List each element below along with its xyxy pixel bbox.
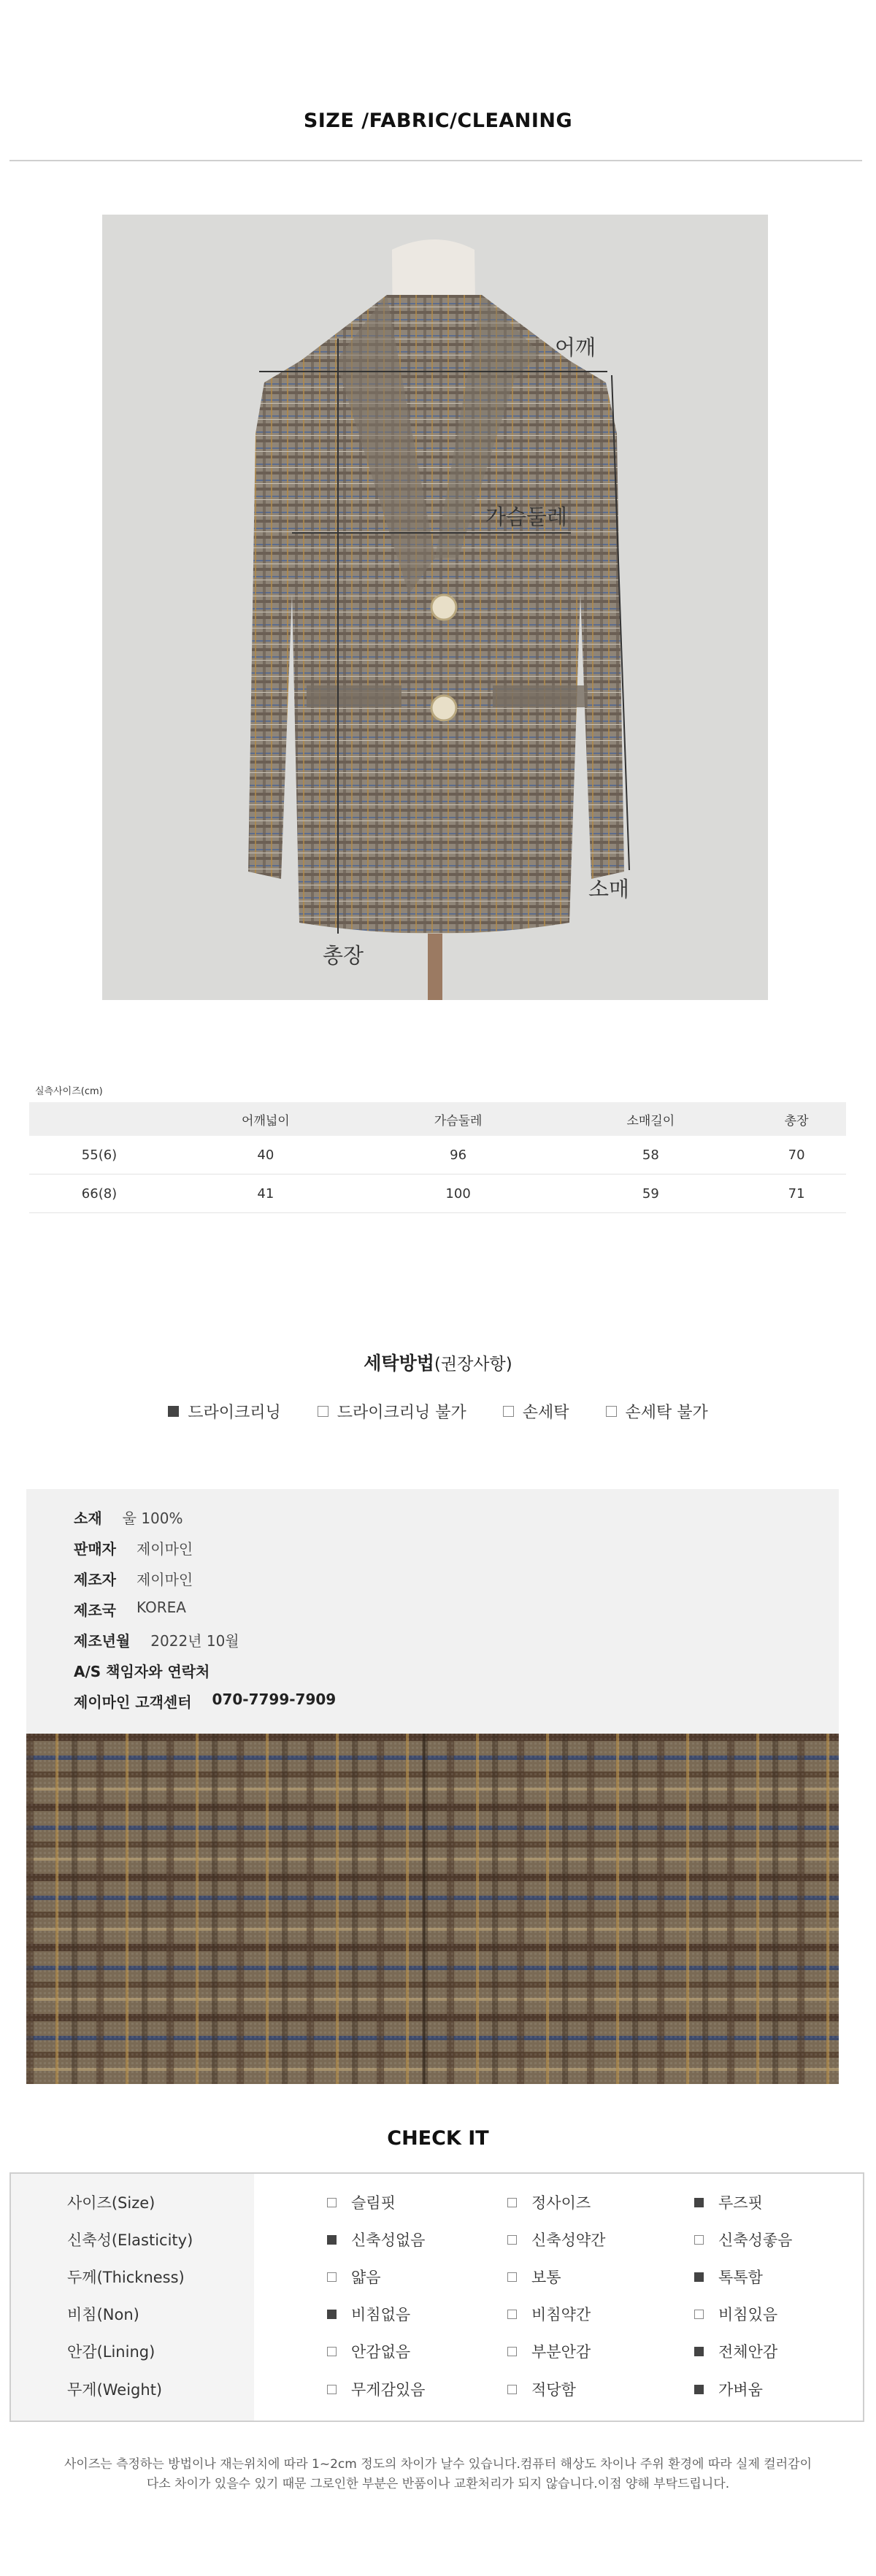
check-row-label: 신축성(Elasticity)	[67, 2231, 193, 2249]
checkbox-empty	[694, 2310, 704, 2319]
info-value: 2022년 10월	[150, 1632, 239, 1650]
check-option	[694, 2191, 763, 2213]
jacket-photo	[102, 215, 768, 1000]
shoulder-label: 어깨	[555, 335, 596, 360]
check-option	[507, 2378, 576, 2400]
fabric-closeup	[26, 1734, 839, 2084]
check-row-size	[11, 2181, 863, 2218]
table-cell: 100	[362, 1174, 555, 1213]
washing-option-hand-wash	[503, 1400, 569, 1423]
check-title: CHECK IT	[387, 2127, 489, 2150]
check-option-label: 신축성좋음	[718, 2231, 793, 2249]
info-key: 제조자	[74, 1571, 116, 1588]
check-option-label: 루즈핏	[718, 2194, 763, 2212]
table-header-row	[29, 1102, 846, 1136]
checkbox-empty	[507, 2198, 517, 2207]
washing-title	[0, 1349, 876, 1375]
checkbox-empty	[694, 2235, 704, 2245]
checkbox-checked	[327, 2235, 337, 2245]
table-cell: 66(8)	[29, 1174, 169, 1213]
check-option	[327, 2229, 425, 2250]
check-option	[507, 2303, 591, 2325]
table-cell: 58	[554, 1136, 747, 1174]
size-table-caption: 실측사이즈(cm)	[35, 1086, 103, 1097]
checkbox-empty	[327, 2347, 337, 2356]
washing-subtitle: (권장사항)	[434, 1355, 512, 1374]
check-row-label: 사이즈(Size)	[67, 2194, 155, 2212]
checkbox-checked	[694, 2385, 704, 2394]
check-option	[694, 2303, 777, 2325]
check-option-label: 부분안감	[531, 2343, 591, 2361]
table-header: 가슴둘레	[362, 1102, 555, 1136]
info-value: KOREA	[136, 1599, 186, 1616]
table-header: 소매길이	[554, 1102, 747, 1136]
check-option	[507, 2191, 591, 2213]
check-row-label: 무게(Weight)	[67, 2381, 163, 2399]
washing-option-label: 손세탁	[522, 1404, 569, 1422]
table-row	[29, 1136, 846, 1174]
table-cell: 96	[362, 1136, 555, 1174]
title-divider	[9, 160, 862, 161]
checkbox-empty	[606, 1406, 617, 1417]
checkbox-checked	[694, 2198, 704, 2207]
washing-option-label: 드라이크리닝 불가	[337, 1404, 466, 1422]
checkbox-empty	[327, 2385, 337, 2394]
footer-line-1: 사이즈는 측정하는 방법이나 재는위치에 따라 1~2cm 정도의 차이가 날수 있습니다.컴퓨터 해상도 차이나 주위 환경에 따라 실제 컬러감이	[64, 2457, 812, 2472]
info-value: 울 100%	[122, 1510, 183, 1527]
table-cell: 41	[169, 1174, 362, 1213]
info-customer-center	[74, 1691, 336, 1712]
checkbox-empty	[327, 2198, 337, 2207]
washing-option-no-dry-clean	[318, 1400, 466, 1423]
info-key: 판매자	[74, 1540, 116, 1558]
washing-option-label: 드라이크리닝	[188, 1404, 281, 1422]
check-option-label: 톡톡함	[718, 2269, 763, 2286]
footer-line-2: 다소 차이가 있을수 있기 때문 그로인한 부분은 반품이나 교환처리가 되지 않습니다.이점 양해 부탁드립니다.	[146, 2477, 730, 2491]
check-option-label: 슬림핏	[351, 2194, 396, 2212]
table-cell: 70	[747, 1136, 846, 1174]
check-option-label: 전체안감	[718, 2343, 778, 2361]
checkbox-empty	[318, 1406, 328, 1417]
footer-notice	[0, 2455, 876, 2494]
washing-title-text: 세탁방법	[364, 1353, 434, 1374]
info-key: 제조년월	[74, 1632, 131, 1650]
info-as-contact	[74, 1660, 210, 1681]
check-option-label: 신축성약간	[531, 2231, 606, 2249]
check-row-see-through	[11, 2293, 863, 2330]
check-option	[694, 2378, 763, 2400]
check-option	[507, 2340, 591, 2362]
table-header: 어깨넓이	[169, 1102, 362, 1136]
checkbox-empty	[327, 2272, 337, 2282]
washing-option-dry-clean	[168, 1400, 281, 1423]
checkbox-empty	[507, 2347, 517, 2356]
check-option-label: 적당함	[531, 2381, 576, 2399]
checkbox-empty	[507, 2385, 517, 2394]
info-value: 제이마인	[136, 1540, 193, 1558]
page-title: SIZE /FABRIC/CLEANING	[303, 109, 573, 132]
product-info-panel	[26, 1489, 839, 1734]
check-option-label: 보통	[531, 2269, 561, 2286]
table-header	[29, 1102, 169, 1136]
info-manufacturer	[74, 1568, 193, 1589]
check-option	[694, 2229, 792, 2250]
checkbox-checked	[694, 2347, 704, 2356]
check-row-label: 비침(Non)	[67, 2306, 139, 2323]
info-value: 제이마인	[136, 1571, 193, 1588]
checkbox-empty	[503, 1406, 514, 1417]
check-option	[507, 2266, 561, 2288]
check-option	[694, 2266, 763, 2288]
length-label: 총장	[323, 943, 364, 968]
checkbox-checked	[327, 2310, 337, 2319]
check-option-label: 비침약간	[531, 2306, 591, 2323]
check-option-label: 안감없음	[351, 2343, 411, 2361]
checkbox-empty	[507, 2272, 517, 2282]
check-row-label: 안감(Lining)	[67, 2343, 155, 2361]
check-table	[9, 2172, 864, 2422]
check-option	[507, 2229, 605, 2250]
info-key: A/S 책임자와 연락처	[74, 1663, 210, 1680]
table-cell: 40	[169, 1136, 362, 1174]
table-cell: 71	[747, 1174, 846, 1213]
table-row	[29, 1174, 846, 1213]
size-table	[29, 1102, 846, 1213]
check-row-thickness	[11, 2256, 863, 2293]
washing-option-label: 손세탁 불가	[625, 1404, 708, 1422]
info-date	[74, 1629, 239, 1650]
check-option	[327, 2303, 410, 2325]
info-key: 제이마인 고객센터	[74, 1693, 192, 1711]
check-option	[327, 2191, 396, 2213]
table-header: 총장	[747, 1102, 846, 1136]
info-material	[74, 1507, 183, 1528]
check-option-label: 비침있음	[718, 2306, 778, 2323]
check-option-label: 신축성없음	[351, 2231, 426, 2249]
sleeve-label: 소매	[588, 877, 630, 901]
check-option	[327, 2266, 381, 2288]
checkbox-empty	[507, 2310, 517, 2319]
checkbox-checked	[168, 1406, 179, 1417]
check-option-label: 얇음	[351, 2269, 381, 2286]
checkbox-checked	[694, 2272, 704, 2282]
info-seller	[74, 1537, 193, 1558]
check-option-label: 비침없음	[351, 2306, 411, 2323]
washing-option-no-hand-wash	[606, 1400, 708, 1423]
check-option	[327, 2340, 410, 2362]
info-key: 소재	[74, 1510, 102, 1527]
check-row-lining	[11, 2330, 863, 2367]
check-option	[327, 2378, 425, 2400]
table-cell: 55(6)	[29, 1136, 169, 1174]
check-option-label: 가벼움	[718, 2381, 763, 2399]
check-option	[694, 2340, 777, 2362]
checkbox-empty	[507, 2235, 517, 2245]
check-option-label: 정사이즈	[531, 2194, 591, 2212]
check-row-elasticity	[11, 2218, 863, 2256]
chest-label: 가슴둘레	[485, 504, 568, 529]
info-country	[74, 1599, 186, 1620]
info-key: 제조국	[74, 1602, 116, 1619]
info-phone: 070-7799-7909	[212, 1691, 337, 1708]
check-row-label: 두께(Thickness)	[67, 2269, 185, 2286]
washing-options	[0, 1400, 876, 1423]
check-row-weight	[11, 2368, 863, 2405]
check-option-label: 무게감있음	[351, 2381, 426, 2399]
table-cell: 59	[554, 1174, 747, 1213]
